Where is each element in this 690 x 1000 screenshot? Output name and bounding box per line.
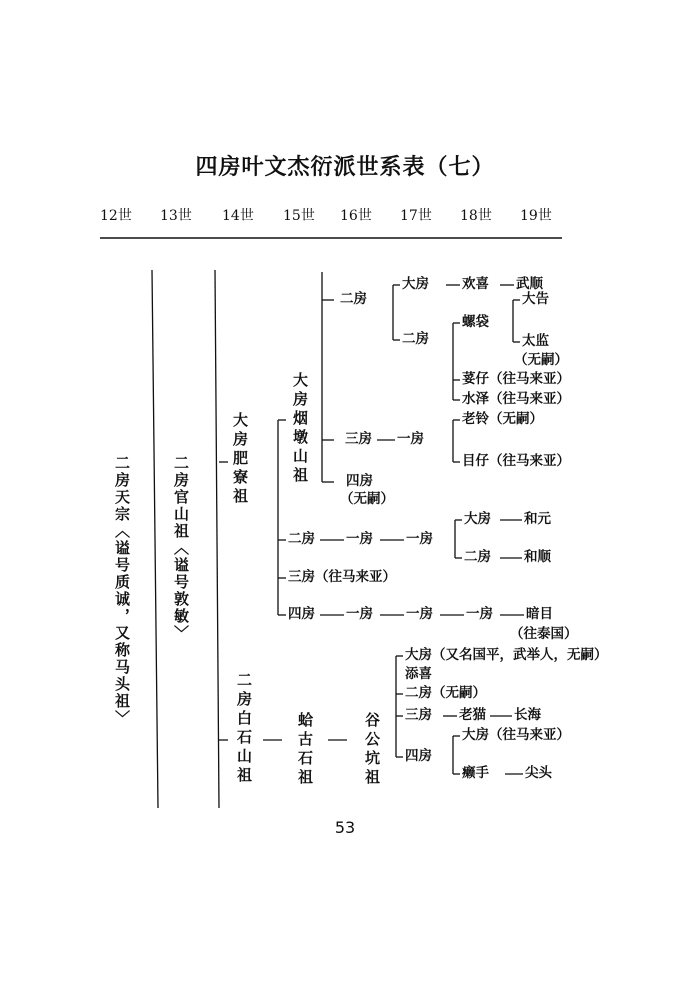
node-r6-erfang: 二房: [288, 531, 315, 547]
generation-12: 12世: [100, 208, 132, 224]
node-r8-yifang-1: 一房: [346, 606, 373, 622]
node-r2-luodai: 螺袋: [462, 314, 489, 330]
node-r8-wangtaiguo: （往泰国）: [510, 626, 578, 642]
node-r6-erfang-2: 二房: [464, 549, 491, 565]
generation-18: 18世: [460, 208, 492, 224]
generation-19: 19世: [520, 208, 552, 224]
generation-14: 14世: [222, 208, 254, 224]
node-r9-tianxi: 添喜: [405, 666, 432, 682]
node-r2-wusi: （无嗣）: [514, 352, 568, 368]
node-r9-sifang: 四房: [405, 748, 432, 764]
node-r4-muzai: 目仔（往马来亚）: [462, 453, 570, 469]
node-r5-sifang: 四房: [346, 473, 373, 489]
node-r6-yifang-1: 一房: [346, 531, 373, 547]
node-r9-sanfang: 三房: [405, 707, 432, 723]
node-r8-yifang-3: 一房: [466, 606, 493, 622]
node-r2-dagao: 大告: [522, 291, 549, 307]
node-r8-yifang-2: 一房: [406, 606, 433, 622]
node-r9-laomao: 老猫: [459, 707, 486, 723]
generation-13: 13世: [160, 208, 192, 224]
page-number: 53: [334, 818, 356, 837]
node-r1-wushun: 武顺: [516, 276, 543, 292]
node-r7-sanfang: 三房（往马来亚）: [288, 569, 396, 585]
node-r8-sifang: 四房: [288, 606, 315, 622]
node-gen13-guanshan: 二房官山祖〈谥号敦敏〉: [172, 455, 190, 642]
node-r9-laishou: 癞手: [462, 765, 489, 781]
node-gen15-yandunshan: 大房烟墩山祖: [291, 372, 309, 486]
node-r1-dafang: 大房: [402, 276, 429, 292]
node-r6-heyuan: 和元: [524, 511, 551, 527]
node-r3-shuize: 水泽（往马来亚）: [462, 391, 570, 407]
node-r8-anmu: 暗目: [526, 606, 553, 622]
node-r6-dafang: 大房: [464, 511, 491, 527]
node-gen15-gegushi: 蛤古石祖: [296, 712, 314, 788]
node-r9-dafang-2: 大房（往马来亚）: [462, 727, 570, 743]
node-r9-jiantou: 尖头: [525, 765, 552, 781]
node-r6-heshun: 和顺: [524, 549, 551, 565]
generation-15: 15世: [283, 208, 315, 224]
page-title: 四房叶文杰衍派世系表（七）: [195, 154, 495, 180]
node-r2-taijian: 太监: [522, 333, 549, 349]
node-r5-wusi: （无嗣）: [340, 491, 394, 507]
node-gen12-tianzong: 二房天宗〈谥号质诚，又称马头祖〉: [113, 455, 131, 727]
node-r3-suizai: 荽仔（往马来亚）: [462, 371, 570, 387]
node-r6-yifang-2: 一房: [406, 531, 433, 547]
node-gen14-feiliao: 大房肥寮祖: [231, 412, 249, 507]
node-gen16-gugongkeng: 谷公坑祖: [363, 712, 381, 788]
node-r2-erfang: 二房: [402, 331, 429, 347]
node-r4-sanfang: 三房: [345, 431, 372, 447]
generation-17: 17世: [400, 208, 432, 224]
generation-16: 16世: [340, 208, 372, 224]
node-r9-erfang: 二房（无嗣）: [405, 685, 486, 701]
node-r4-laoling: 老铃（无嗣）: [462, 411, 543, 427]
node-r9-changhai: 长海: [514, 707, 541, 723]
node-r9-dafang: 大房（又名国平，武举人，无嗣）: [405, 647, 608, 663]
node-gen14-baishishan: 二房白石山祖: [235, 672, 253, 786]
node-r4-yifang: 一房: [397, 431, 424, 447]
node-r1-huanxi: 欢喜: [462, 276, 489, 292]
node-r1-erfang: 二房: [340, 291, 367, 307]
